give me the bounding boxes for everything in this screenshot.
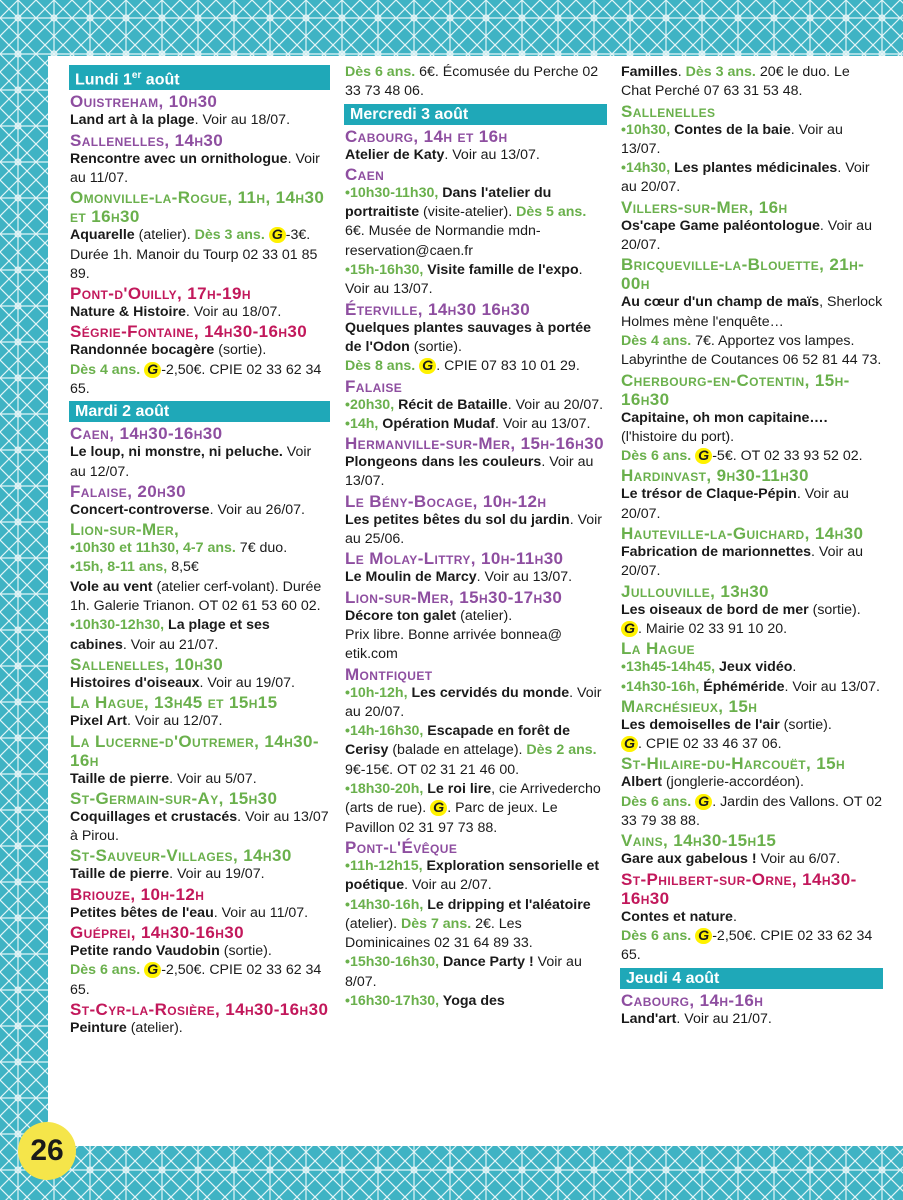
event-title: Opération Mudaf — [378, 415, 496, 432]
event-time: •14h, — [345, 415, 379, 432]
event-title: Yoga des — [439, 992, 505, 1009]
event-details — [345, 896, 607, 954]
event-title: Taille de pierre — [70, 866, 170, 883]
event-text: . Voir au 19/07. — [199, 674, 295, 691]
event-location: La Hague, 13h45 et 15h15 — [70, 693, 278, 713]
event-details — [621, 485, 883, 524]
event-title: Land'art — [621, 1010, 677, 1027]
event-time: •14h30-16h, — [345, 896, 424, 913]
event-text: . Voir au 20/07. — [621, 160, 870, 196]
event-location: Bricqueville-la-Blouette, 21h-00h — [621, 255, 865, 294]
event-location: Falaise — [345, 376, 403, 396]
event-location: La Lucerne-d'Outremer, 14h30-16h — [70, 731, 319, 770]
event-location: Sallenelles, 14h30 — [70, 130, 224, 150]
event-title: Pixel Art — [70, 713, 128, 730]
event-location: Hermanville-sur-Mer, 15h-16h30 — [345, 434, 604, 454]
event-details — [621, 293, 883, 332]
event-location: Jullouville, 13h30 — [621, 581, 769, 601]
event-details — [70, 578, 330, 617]
age-label: Dès 6 ans. — [621, 448, 692, 465]
event-location: Hardinvast, 9h30-11h30 — [621, 466, 809, 486]
event-time: •13h45-14h45, — [621, 659, 716, 676]
event-text: . Voir au 13/07. — [444, 146, 540, 163]
event-details — [345, 722, 607, 780]
event-details — [621, 447, 883, 466]
event-location: Cherbourg-en-Cotentin, 15h-16h30 — [621, 370, 850, 409]
age-label: Dès 2 ans. — [526, 742, 597, 759]
event-title: Petites bêtes de l'eau — [70, 904, 214, 921]
event-time: •14h-16h30, — [345, 723, 424, 740]
event-title: Plongeons dans les couleurs — [345, 454, 542, 471]
event-text: . Voir au 20/07. — [621, 486, 849, 522]
event-details — [70, 303, 330, 322]
page-number: 26 — [30, 1134, 64, 1167]
event-text: (atelier). — [456, 607, 513, 624]
day-label: Jeudi 4 août — [626, 969, 720, 987]
event-title: Fabrication de marionnettes — [621, 544, 811, 561]
event-details — [70, 616, 330, 655]
page-number-badge — [18, 1122, 76, 1180]
event-title: Vole au vent — [70, 578, 153, 595]
event-title: Atelier de Katy — [345, 146, 445, 163]
event-details — [70, 539, 330, 558]
event-text: (atelier cerf-volant). Durée 1h. Galerie Trianon. OT 02 61 53 60 02. — [70, 578, 322, 615]
age-label: Dès 4 ans. — [70, 361, 141, 378]
event-details — [345, 146, 607, 165]
age-label: Dès 6 ans. — [621, 927, 692, 944]
event-text: . Voir au 12/07. — [127, 713, 223, 730]
event-location: Guéprei, 14h30-16h30 — [70, 923, 244, 943]
event-details — [70, 361, 330, 400]
event-title: Éphéméride — [699, 678, 785, 695]
event-title: Coquillages et crustacés — [70, 808, 238, 825]
event-text: 20€ le duo. Le Chat Perché 07 63 31 53 48. — [621, 64, 850, 100]
event-text: 9€-15€. OT 02 31 21 46 00. — [345, 761, 520, 778]
event-time: •15h, 8-11 ans, — [70, 559, 168, 576]
event-text: . CPIE 07 83 10 01 29. — [436, 358, 580, 375]
event-location: St-Hilaire-du-Harcouët, 15h — [621, 754, 846, 774]
event-text: . Voir au 20/07. — [507, 396, 604, 413]
column-3 — [621, 63, 883, 1029]
event-details — [70, 961, 330, 1000]
event-location: Lion-sur-Mer, 15h30-17h30 — [345, 587, 563, 607]
gratuit-badge: G — [419, 358, 436, 374]
event-time: •10h30, — [621, 121, 671, 138]
event-text: . Voir au 11/07. — [213, 904, 309, 921]
event-text: . Voir au 5/07. — [169, 770, 257, 787]
event-title: Albert — [621, 774, 662, 791]
event-details — [345, 780, 607, 838]
event-details — [70, 1019, 330, 1038]
event-text: Voir au 6/07. — [756, 851, 841, 868]
event-details — [70, 712, 330, 731]
event-location: Le Molay-Littry, 10h-11h30 — [345, 549, 564, 569]
event-time: •10h30-11h30, — [345, 184, 439, 201]
event-details — [345, 607, 607, 626]
event-details — [70, 341, 330, 360]
day-month: août — [141, 71, 180, 89]
event-title: Le trésor de Claque-Pépin — [621, 486, 797, 503]
event-text: -2,50€. CPIE 02 33 62 34 65. — [621, 927, 873, 964]
event-details — [70, 111, 330, 130]
event-title: Le loup, ni monstre, ni peluche. — [70, 444, 283, 461]
event-location: St-Germain-sur-Ay, 15h30 — [70, 788, 278, 808]
age-label: Dès 6 ans. — [345, 64, 416, 80]
event-location: Sallenelles — [621, 101, 716, 121]
event-details — [621, 908, 883, 927]
gratuit-badge: G — [621, 621, 638, 637]
event-details — [345, 415, 607, 434]
event-text: (balade en attelage). — [388, 742, 527, 759]
event-details — [621, 658, 883, 677]
event-text: Voir au 12/07. — [70, 444, 312, 480]
event-title: Exploration sensorielle et poétique — [345, 857, 600, 894]
day-header — [344, 104, 607, 125]
event-text: 8,5€ — [167, 559, 199, 576]
event-location: Omonville-la-Rogue, 11h, 14h30 et 16h30 — [70, 188, 325, 227]
day-header — [620, 968, 883, 989]
event-details — [621, 773, 883, 792]
event-title: Récit de Bataille — [394, 396, 508, 413]
event-location: Ségrie-Fontaine, 14h30-16h30 — [70, 322, 308, 342]
event-text: . Voir au 21/07. — [122, 636, 219, 653]
event-location: Caen, 14h30-16h30 — [70, 424, 223, 444]
event-text: (atelier). — [345, 915, 401, 932]
event-text: -3€. Durée 1h. Manoir du Tourp 02 33 01 85 89. — [70, 227, 318, 282]
event-details — [345, 357, 607, 376]
event-text: . Voir au 20/07. — [621, 544, 864, 580]
event-title: Concert-controverse — [70, 501, 210, 518]
event-text: . Voir au 19/07. — [169, 866, 265, 883]
event-time: •16h30-17h30, — [345, 992, 440, 1009]
event-title: Quelques plantes sauvages à portée de l'Odon — [345, 319, 592, 355]
event-details — [621, 793, 883, 832]
event-details — [345, 319, 607, 358]
event-title: Les petites bêtes du sol du jardin — [345, 511, 570, 528]
gratuit-badge: G — [695, 448, 712, 464]
event-text: . Voir au 2/07. — [404, 877, 492, 894]
column-1 — [70, 63, 330, 1038]
event-details — [70, 865, 330, 884]
event-details — [345, 63, 607, 102]
age-label: Dès 3 ans. — [685, 64, 756, 80]
event-title: Randonnée bocagère — [70, 342, 215, 359]
event-text: . Voir au 13/07. — [476, 569, 573, 586]
event-location: Éterville, 14h30 16h30 — [345, 299, 531, 319]
event-details — [345, 568, 607, 587]
event-text: -2,50€. CPIE 02 33 62 34 65. — [70, 962, 322, 998]
event-text: 2€. Les Dominicaines 02 31 64 89 33. — [345, 915, 533, 952]
event-text: . Mairie 02 33 91 10 20. — [638, 620, 788, 637]
event-time: •11h-12h15, — [345, 857, 423, 874]
event-text: . — [677, 64, 686, 80]
event-text: . Voir au 13/07. — [621, 121, 843, 157]
event-title: Peinture — [70, 1019, 127, 1036]
event-text: , Sherlock Holmes mène l'enquête… — [621, 294, 883, 330]
gratuit-badge: G — [430, 800, 447, 816]
event-location: Montfiquet — [345, 664, 433, 684]
event-title: Nature & Histoire — [70, 304, 186, 321]
event-details — [70, 150, 330, 189]
event-details — [345, 857, 607, 896]
event-title: Jeux vidéo — [715, 659, 793, 676]
event-time: •14h30, — [621, 160, 671, 177]
event-details — [621, 159, 883, 198]
event-location: La Hague — [621, 639, 695, 659]
event-details — [621, 217, 883, 256]
event-details — [345, 184, 607, 261]
event-text: . Voir au 25/06. — [345, 511, 603, 548]
event-text: , cie Arrivedercho (arts de rue). — [345, 781, 601, 817]
event-title: Capitaine, oh mon capitaine…. — [621, 409, 828, 426]
event-details — [345, 684, 607, 723]
age-label: Dès 4 ans. — [621, 332, 692, 349]
event-details — [345, 453, 607, 492]
event-title: Aquarelle — [70, 227, 135, 244]
event-details — [70, 904, 330, 923]
event-title: Land art à la plage — [70, 112, 195, 129]
event-details — [70, 674, 330, 693]
event-text: . Voir au 18/07. — [185, 304, 282, 321]
event-details — [345, 992, 607, 1011]
event-location: St-Sauveur-Villages, 14h30 — [70, 846, 292, 866]
event-location: Le Bény-Bocage, 10h-12h — [345, 491, 547, 511]
event-text: (atelier). — [126, 1019, 183, 1036]
event-text: . Voir au 13/07. — [495, 415, 591, 432]
event-title: Rencontre avec un ornithologue — [70, 150, 288, 167]
event-title: Taille de pierre — [70, 770, 170, 787]
event-details — [345, 953, 607, 992]
event-title: Les demoiselles de l'air — [621, 716, 780, 733]
day-label: Mardi 2 août — [75, 403, 170, 421]
event-details — [70, 501, 330, 520]
event-text: . Voir au 18/07. — [194, 112, 291, 129]
event-title: Le dripping et l'aléatoire — [423, 896, 591, 913]
event-text: . — [732, 908, 737, 925]
event-details — [621, 121, 883, 160]
event-details — [621, 850, 883, 869]
event-location: Briouze, 10h-12h — [70, 884, 205, 904]
event-time: •10h-12h, — [345, 684, 408, 701]
gratuit-badge: G — [695, 928, 712, 944]
event-title: Gare aux gabelous ! — [621, 851, 757, 868]
event-time: •15h-16h30, — [345, 262, 424, 279]
event-time: •10h30 et 11h30, 4-7 ans. — [70, 540, 236, 557]
event-text: . CPIE 02 33 46 37 06. — [638, 736, 782, 753]
event-title: La plage et ses cabines — [70, 617, 270, 653]
event-title: Les cervidés du monde — [407, 684, 570, 701]
event-details — [345, 626, 607, 665]
event-details — [621, 1010, 883, 1029]
age-label: Dès 5 ans. — [516, 204, 587, 221]
event-location: Hauteville-la-Guichard, 14h30 — [621, 524, 864, 544]
event-title: Les oiseaux de bord de mer — [621, 601, 809, 618]
event-text: 7€. Apportez vos lampes. Labyrinthe de Coutances 06 52 81 44 73. — [621, 332, 882, 369]
event-location: Cabourg, 14h-16h — [621, 990, 764, 1010]
gratuit-badge: G — [695, 794, 712, 810]
event-text: . Jardin des Vallons. OT 02 33 79 38 88. — [621, 793, 883, 830]
event-title: Contes de la baie — [670, 121, 791, 138]
event-text: . — [792, 659, 797, 676]
event-text: . Voir au 13/07. — [345, 262, 583, 298]
event-location: Sallenelles, 10h30 — [70, 654, 224, 674]
event-details — [70, 226, 330, 284]
event-text: -2,50€. CPIE 02 33 62 34 65. — [70, 361, 322, 397]
event-details — [70, 942, 330, 961]
age-label: Dès 6 ans. — [70, 962, 141, 979]
gratuit-badge: G — [269, 227, 286, 243]
event-text: . Voir au 11/07. — [70, 150, 320, 186]
event-title: Dans l'atelier du portraitiste — [345, 184, 552, 221]
event-title: Au cœur d'un champ de maïs — [621, 294, 820, 311]
event-text: . Voir au 13/07 à Pirou. — [70, 808, 329, 845]
event-text: 6€. Musée de Normandie mdn-reservation@caen.fr — [345, 223, 541, 259]
event-location: Vains, 14h30-15h15 — [621, 831, 777, 851]
event-text: (sortie). — [409, 338, 462, 355]
event-text: Prix libre. Bonne arrivée bonnea@ etik.com — [345, 626, 563, 663]
event-text: (sortie). — [779, 716, 832, 733]
event-location: Falaise, 20h30 — [70, 481, 186, 501]
event-title: Les plantes médicinales — [670, 160, 838, 177]
event-text: . Voir au 13/07. — [784, 678, 880, 695]
event-details — [621, 332, 883, 371]
event-title: Familles — [621, 64, 678, 80]
event-text: (sortie). — [219, 943, 272, 960]
gratuit-badge: G — [621, 736, 638, 752]
event-details — [621, 409, 883, 448]
event-details — [70, 808, 330, 847]
event-details — [345, 261, 607, 300]
event-title: Décore ton galet — [345, 607, 457, 624]
event-title: Histoires d'oiseaux — [70, 674, 200, 691]
event-text: . Voir au 21/07. — [676, 1010, 772, 1027]
age-label: Dès 8 ans. — [345, 358, 416, 375]
event-details — [621, 678, 883, 697]
event-text: . Voir au 20/07. — [345, 684, 602, 720]
event-location: Marchésieux, 15h — [621, 696, 758, 716]
event-details — [621, 735, 883, 754]
event-text: (sortie). — [214, 342, 267, 359]
event-details — [621, 63, 883, 102]
event-text: (jonglerie-accordéon). — [662, 774, 804, 791]
event-text: . Parc de jeux. Le Pavillon 02 31 97 73 88. — [345, 800, 558, 836]
event-title: Contes et nature — [621, 908, 733, 925]
event-details — [345, 511, 607, 550]
event-details — [621, 716, 883, 735]
event-time: •18h30-20h, — [345, 781, 424, 798]
day-label: Lundi 1 — [75, 71, 132, 89]
event-location: Villers-sur-Mer, 16h — [621, 197, 788, 217]
event-text: 6€. Écomusée du Perche 02 33 73 48 06. — [345, 64, 599, 100]
event-location: St-Cyr-la-Rosière, 14h30-16h30 — [70, 999, 329, 1019]
event-text: -5€. OT 02 33 93 52 02. — [712, 448, 863, 465]
age-label: Dès 7 ans. — [400, 915, 472, 932]
event-details — [621, 927, 883, 966]
event-location: Caen — [345, 164, 385, 184]
event-title: Le roi lire — [423, 781, 492, 798]
gratuit-badge: G — [144, 962, 161, 978]
event-details — [70, 770, 330, 789]
event-text: (sortie). — [808, 601, 861, 618]
day-label: Mercredi 3 août — [350, 105, 469, 123]
event-text: (l'histoire du port). — [621, 428, 735, 445]
event-details — [345, 396, 607, 415]
event-location: Cabourg, 14h et 16h — [345, 126, 508, 146]
event-location: Pont-d'Ouilly, 17h-19h — [70, 284, 251, 304]
event-location: St-Philbert-sur-Orne, 14h30-16h30 — [621, 869, 857, 908]
age-label: Dès 6 ans. — [621, 793, 692, 810]
event-text: (visite-atelier). — [419, 204, 517, 221]
day-ordinal: er — [131, 70, 142, 81]
event-text: (atelier). — [134, 227, 195, 244]
event-text: 7€ duo. — [235, 540, 288, 557]
event-text: . Voir au 20/07. — [621, 217, 872, 254]
event-title: Dance Party ! — [439, 954, 534, 971]
event-title: Visite famille de l'expo — [423, 262, 579, 279]
event-details — [621, 543, 883, 582]
event-title: Le Moulin de Marcy — [345, 569, 477, 586]
gratuit-badge: G — [144, 362, 161, 378]
event-text: . Voir au 13/07. — [345, 454, 594, 490]
event-title: Escapade en forêt de Cerisy — [345, 723, 570, 759]
event-time: •15h30-16h30, — [345, 954, 440, 971]
event-details — [621, 601, 883, 620]
age-label: Dès 3 ans. — [194, 227, 265, 244]
event-details — [621, 620, 883, 639]
event-text: . Voir au 26/07. — [209, 501, 306, 518]
day-header — [69, 65, 330, 90]
event-title: Os'cape Game paléontologue — [621, 217, 820, 234]
event-details — [70, 443, 330, 482]
event-time: •10h30-12h30, — [70, 617, 165, 634]
event-time: •20h30, — [345, 396, 395, 413]
event-details — [70, 558, 330, 577]
column-2 — [345, 63, 607, 1011]
event-time: •14h30-16h, — [621, 678, 700, 695]
event-title: Petite rando Vaudobin — [70, 943, 220, 960]
event-location: Pont-l'Évêque — [345, 837, 458, 857]
event-location: Lion-sur-Mer, — [70, 520, 180, 540]
event-location: Ouistreham, 10h30 — [70, 92, 218, 112]
day-header — [69, 401, 330, 422]
event-text: Voir au 8/07. — [345, 954, 582, 990]
